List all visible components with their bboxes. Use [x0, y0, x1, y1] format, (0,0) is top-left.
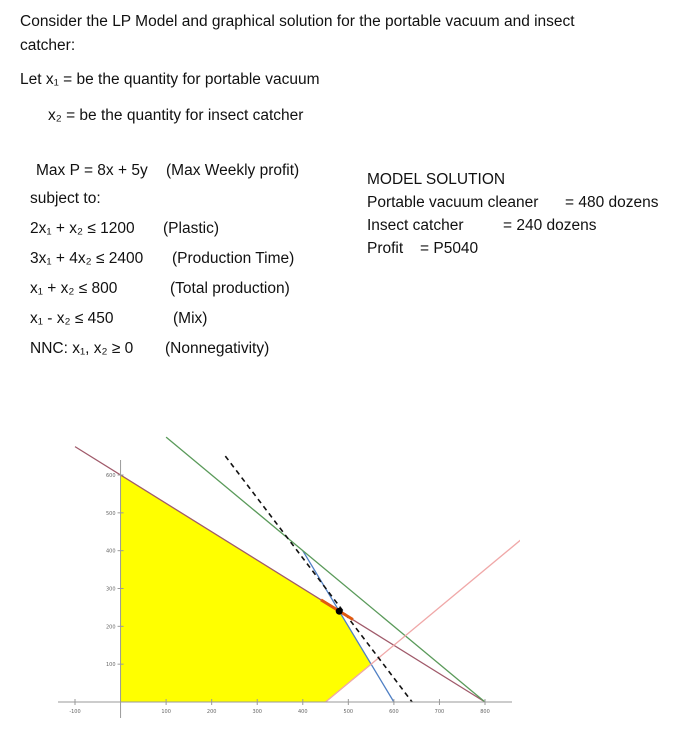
- constraint-production-time-note: (Production Time): [172, 250, 295, 267]
- x-tick-label: 600: [389, 709, 399, 715]
- constraint-nonnegativity-expression: NNC: x₁, x₂ ≥ 0: [30, 340, 134, 357]
- feasible-region: [121, 475, 372, 702]
- variable-x2-definition: x₂ = be the quantity for insect catcher: [48, 107, 304, 124]
- lp-graph: [50, 430, 520, 730]
- x-tick-label: 800: [480, 709, 490, 715]
- solution-insect-value: = 240 dozens: [503, 217, 597, 234]
- constraint-mix-note: (Mix): [173, 310, 208, 327]
- x-tick-label: 700: [434, 709, 445, 715]
- constraint-nonnegativity-note: (Nonnegativity): [165, 340, 270, 357]
- solution-vacuum-value: = 480 dozens: [565, 194, 659, 211]
- x-tick-label: -100: [69, 709, 81, 715]
- x-tick-label: 500: [343, 709, 354, 715]
- constraint-total-production-note: (Total production): [170, 280, 290, 297]
- solution-heading: MODEL SOLUTION: [367, 171, 506, 188]
- subject-to-label: subject to:: [30, 190, 101, 207]
- solution-profit-label: Profit: [367, 240, 404, 257]
- variable-x1-definition: Let x₁ = be the quantity for portable vacuum: [20, 71, 320, 88]
- constraint-production-time-expression: 3x₁ + 4x₂ ≤ 2400: [30, 250, 144, 267]
- optimum-point: [336, 608, 343, 615]
- x-tick-label: 300: [252, 709, 262, 715]
- constraint-mix-expression: x₁ - x₂ ≤ 450: [30, 310, 114, 327]
- y-tick-label: 600: [106, 473, 116, 479]
- x-tick-label: 200: [206, 709, 217, 715]
- y-tick-label: 300: [106, 586, 116, 593]
- y-tick-label: 200: [106, 624, 116, 631]
- objective-expression: Max P = 8x + 5y: [36, 162, 148, 179]
- intro-text: [20, 10, 660, 58]
- intro-line-1: Consider the LP Model and graphical solution for the portable vacuum and insect: [20, 13, 575, 30]
- solution-insect-label: Insect catcher: [367, 217, 464, 234]
- x-tick-label: 400: [298, 709, 308, 715]
- x-tick-label: 100: [161, 709, 171, 715]
- constraint-plastic-note: (Plastic): [163, 220, 219, 237]
- constraint-plastic-expression: 2x₁ + x₂ ≤ 1200: [30, 220, 135, 237]
- y-tick-label: 400: [106, 548, 116, 555]
- y-tick-label: 100: [106, 662, 116, 669]
- objective-note: (Max Weekly profit): [166, 162, 300, 179]
- solution-profit-value: = P5040: [420, 240, 479, 257]
- y-tick-label: 500: [106, 510, 116, 517]
- constraint-total-production-expression: x₁ + x₂ ≤ 800: [30, 280, 118, 297]
- intro-line-2: catcher:: [20, 37, 76, 54]
- solution-vacuum-label: Portable vacuum cleaner: [367, 194, 539, 211]
